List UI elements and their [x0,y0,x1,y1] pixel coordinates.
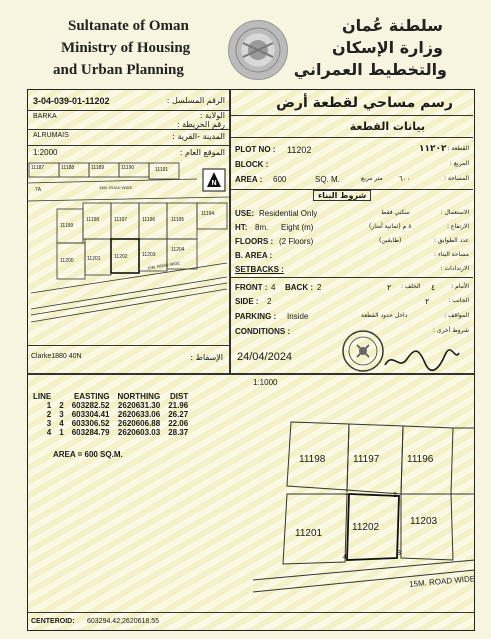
loc-plot: 11190 [121,165,135,171]
cell: 4 [59,419,64,428]
serial-number: 3-04-039-01-11202 [33,96,110,106]
cell: 603304.41 [71,410,110,419]
left-info-panel [27,89,229,373]
loc-plot: 11201 [87,256,101,262]
vertex-label: 1 [345,490,349,497]
village-label: المدينة -القرية : [172,132,225,141]
area-ar-label: المساحة : [444,175,469,182]
plot-no-ar-value: ١١٢٠٢ [419,144,447,154]
building-conditions-ar: شروط البناء [313,190,371,201]
coordinates-table [29,392,192,437]
parking-value: Inside [287,312,309,321]
side-ar-label: الجانب : [448,297,469,304]
height-value: 8m. [255,223,269,232]
loc-plot: 11191 [155,167,169,173]
cell: 4 [46,428,52,437]
loc-plot: 11188 [61,165,75,171]
cell: 3 [46,419,52,428]
use-label: USE: [235,209,255,218]
cell: 26.27 [168,410,189,419]
height-ar-value: ٨ م (ثمانية أمتار) [369,223,412,230]
cell: 2620606.88 [117,419,161,428]
cell: 2 [59,401,64,410]
cell: 28.37 [168,428,189,437]
side-label: SIDE : [235,297,259,306]
plan-scale: 1:1000 [253,378,278,387]
floors-ar-label: عدد الطوابق : [433,237,469,244]
plot-no-label: PLOT NO : [235,145,276,154]
back-value: 2 [317,283,322,292]
location-label: الموقع العام : [179,148,225,157]
front-label: FRONT : [235,283,268,292]
area-summary: AREA = 600 SQ.M. [53,450,123,459]
cell: 603306.52 [71,419,110,428]
cell: 21.96 [168,401,189,410]
floors-value: (2 Floors) [279,237,314,246]
use-value: Residential Only [259,209,318,218]
parking-label: PARKING : [235,312,277,321]
loc-plot: 11204 [171,247,185,253]
conditions-label: CONDITIONS : [235,327,291,336]
cell: 1 [46,401,52,410]
cell: 603282.52 [71,401,110,410]
conditions-ar-label: شروط أخرى : [432,327,469,334]
ministry-emblem-icon [228,20,288,80]
table-row [29,428,192,437]
col-header [55,392,67,401]
back-ar-label: الخلف : [401,283,421,290]
header-en-line3: and Urban Planning [53,62,184,78]
col-header: DIST [169,392,189,401]
projection-value: Clarke1880 40N [31,353,82,360]
header-en-line1: Sultanate of Oman [68,18,189,34]
loc-road-top: 15M. ROAD WIDE [99,185,133,190]
front-value: 4 [271,283,276,292]
floors-label: FLOORS : [235,237,274,246]
serial-label: الرقم المسلسل : [166,96,225,105]
header-ar-line3: والتخطيط العمراني [293,60,447,79]
plan-plot-top: 11196 [407,454,434,465]
front-ar-value: ٤ [431,283,436,292]
signature-icon [381,347,461,373]
vertex-label: 2 [393,492,397,499]
loc-plot: 11187 [31,165,45,171]
cell: 2620603.03 [117,428,161,437]
use-ar-value: سكني فقط [381,209,410,216]
cell: 2 [46,410,52,419]
col-header: EASTING [73,392,110,401]
col-header: NORTHING [117,392,161,401]
side-value: 2 [267,297,272,306]
building-area-label: B. AREA : [235,251,273,260]
cell: 603284.79 [71,428,110,437]
location-map [27,159,229,339]
parking-ar-value: داخل حدود القطعة [361,312,408,319]
loc-plot: 11198 [86,217,100,223]
setbacks-ar-label: الارتدادات : [440,265,469,272]
plan-plot-top: 11197 [353,454,380,465]
loc-plot: 11200 [60,258,74,264]
map-number-label: رقم الخريطة : [176,120,225,129]
location-scale: 1:2000 [33,148,58,157]
issue-date: 24/04/2024 [237,351,293,363]
front-ar-label: الأمام : [451,283,469,290]
loc-small-label: 7A [35,187,42,193]
vertex-label: 3 [397,550,401,557]
vertex-label: 4 [343,554,347,561]
block-label: BLOCK : [235,160,269,169]
header-en-line2: Ministry of Housing [61,40,191,56]
loc-plot: 11202 [114,254,128,260]
centeroid-label: CENTEROID: [31,618,75,625]
plan-road-label: 15M. ROAD WIDE [408,574,476,589]
loc-road-bottom: 15M. ROAD WIDE [146,260,181,271]
area-unit: SQ. M. [315,175,340,184]
village-value: ALRUMAIS [33,132,69,139]
cell: 2620631.30 [117,401,161,410]
table-row [29,410,192,419]
projection-label: الإسقاط : [190,353,223,362]
loc-plot: 11189 [91,165,105,171]
table-row [29,419,192,428]
plot-no-value: 11202 [287,145,312,155]
col-header: LINE [33,392,52,401]
plot-data-ar: بيانات القطعة [349,120,425,133]
plan-plot-left: 11201 [295,528,323,539]
plan-section [27,374,475,630]
table-header-row [29,392,192,401]
loc-plot: 11196 [142,217,156,223]
plan-plot-right: 11203 [410,516,438,527]
area-value: 600 [273,175,287,184]
table-row [29,401,192,410]
height-ar-label: الارتفاع : [446,223,469,230]
wilayat-label: الولاية : [199,111,225,120]
loc-plot: 11195 [171,217,185,223]
back-ar-value: ٢ [387,283,392,292]
header-ar-line2: وزارة الإسكان [332,38,443,57]
header-ar-line1: سلطنة عُمان [342,16,443,35]
area-ar-unit: متر مربع [361,175,383,182]
loc-plot: 11203 [142,252,156,258]
document-title-ar: رسم مساحي لقطعة أرض [276,95,453,111]
side-ar-value: ٢ [425,297,430,306]
block-ar-label: المربع : [449,160,469,167]
cell: 3 [59,410,64,419]
loc-plot: 11194 [201,211,215,217]
plan-plot-top: 11198 [299,454,326,465]
loc-plot: 11199 [60,223,74,229]
setbacks-label: SETBACKS : [235,265,284,274]
floors-ar-value: (طابقين) [379,237,402,244]
centeroid-value: 603294.42,2620618.55 [87,618,160,625]
use-ar-label: الاستعمال : [440,209,469,216]
building-area-ar-label: مساحة البناء : [434,251,469,258]
loc-plot: 11197 [114,217,128,223]
height-words: Eight (m) [281,223,314,232]
back-label: BACK : [285,283,313,292]
plot-no-ar-label: القطعة : [447,145,469,152]
plan-plot-main: 11202 [352,522,380,533]
area-ar-value: ٦٠٠ [399,175,411,183]
wilayat-value: BARKA [33,113,57,120]
right-info-panel [231,89,473,373]
cell: 22.06 [168,419,189,428]
cell: 2620633.06 [117,410,161,419]
parking-ar-label: المواقف : [444,312,469,319]
cell: 1 [59,428,64,437]
height-label: HT: [235,223,248,232]
area-label: AREA : [235,175,263,184]
svg-text:N: N [211,180,217,187]
